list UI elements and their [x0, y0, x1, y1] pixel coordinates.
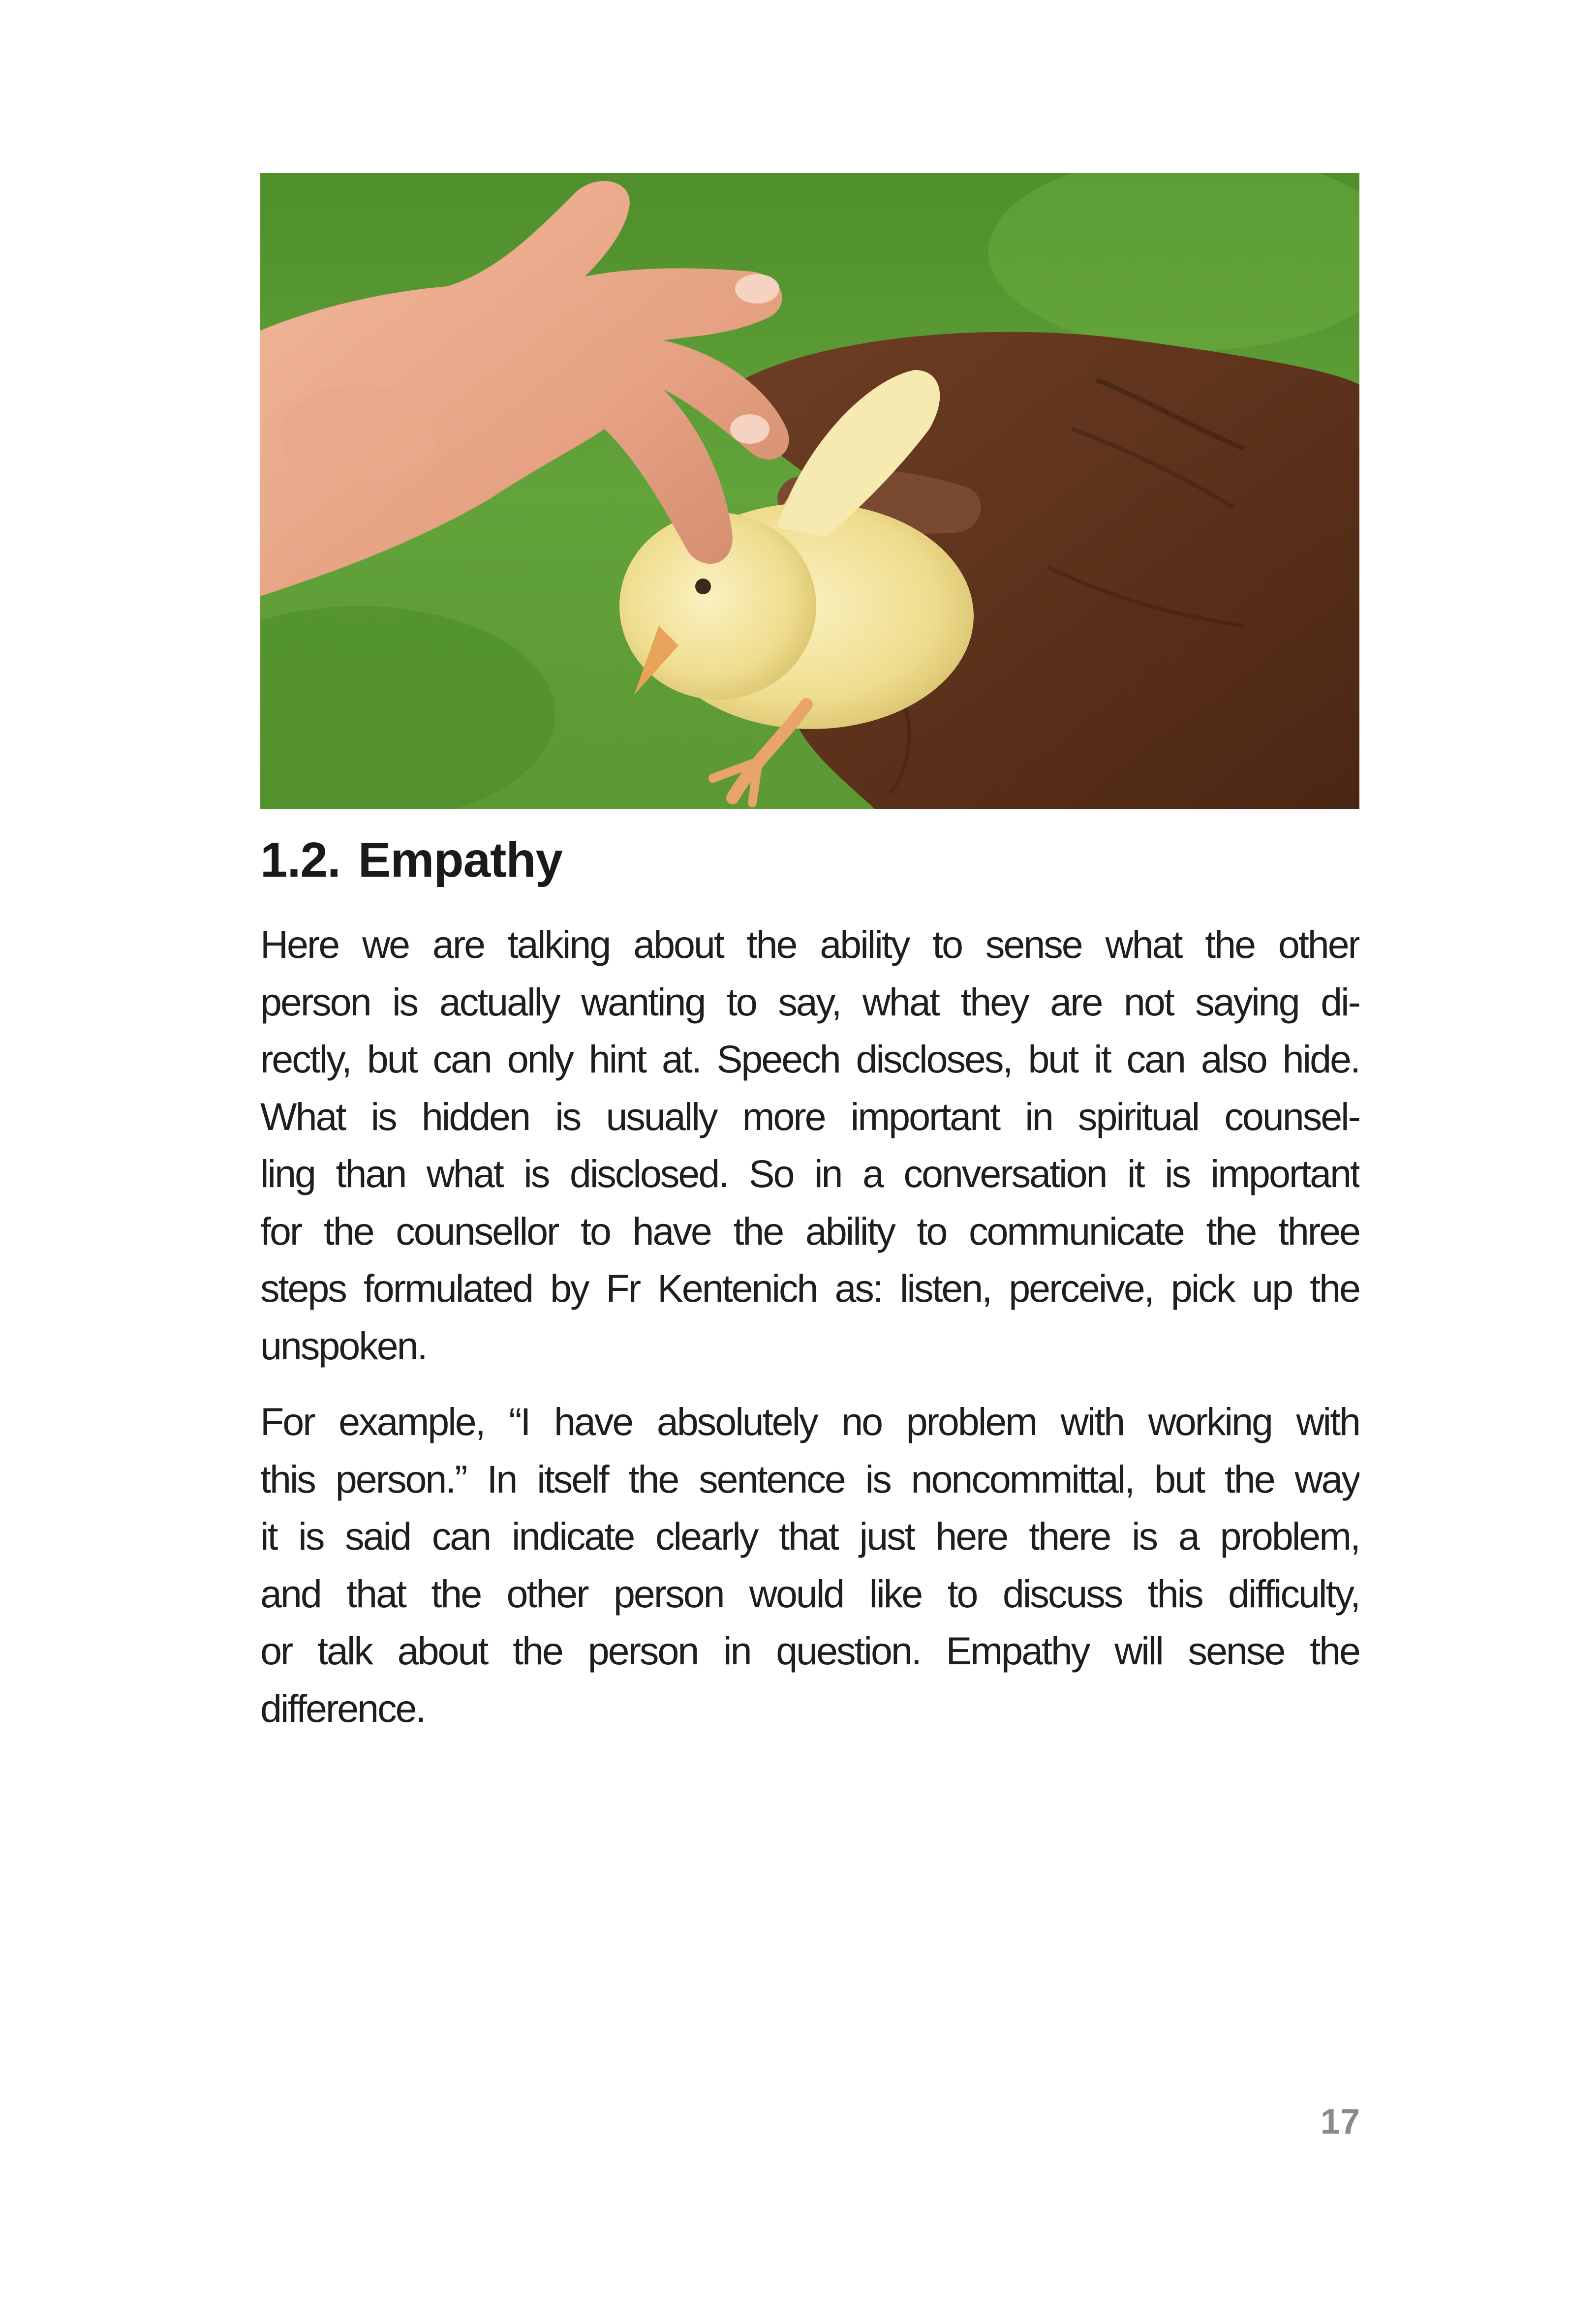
- section-heading: [260, 830, 1359, 889]
- paragraph-1: [260, 916, 1359, 1375]
- paragraph-line: person is actually wanting to say, what they are not saying di-: [260, 979, 1359, 1024]
- paragraph-line: What is hidden is usually more important in spiritual counsel-: [260, 1094, 1359, 1138]
- paragraph-line: For example, “I have absolutely no problem with working with: [260, 1400, 1359, 1443]
- paragraph-line: difference.: [260, 1686, 425, 1730]
- paragraph-line: this person.” In itself the sentence is noncommittal, but the way: [260, 1457, 1359, 1501]
- chick-photo-illustration: [260, 173, 1359, 809]
- photo-hands-holding-chick: [260, 173, 1359, 809]
- paragraph-line: or talk about the person in question. Empathy will sense the: [260, 1629, 1359, 1673]
- page-number: 17: [1320, 2102, 1360, 2141]
- paragraph-line: unspoken.: [260, 1323, 427, 1368]
- paragraph-line: rectly, but can only hint at. Speech discloses, but it can also hide.: [260, 1037, 1359, 1081]
- paragraph-line: and that the other person would like to discuss this difficulty,: [260, 1571, 1359, 1616]
- paragraph-line: steps formulated by Fr Kentenich as: listen, perceive, pick up the: [260, 1266, 1359, 1310]
- paragraph-line: Here we are talking about the ability to sense what the other: [260, 922, 1359, 966]
- paragraph-line: ling than what is disclosed. So in a conversation it is important: [260, 1152, 1359, 1195]
- section-number: 1.2.: [260, 832, 340, 887]
- paragraph-line: it is said can indicate clearly that just here there is a problem,: [260, 1514, 1359, 1558]
- section-title: Empathy: [358, 832, 563, 887]
- paragraph-line: for the counsellor to have the ability to communicate the three: [260, 1209, 1359, 1253]
- paragraph-2: [260, 1393, 1359, 1737]
